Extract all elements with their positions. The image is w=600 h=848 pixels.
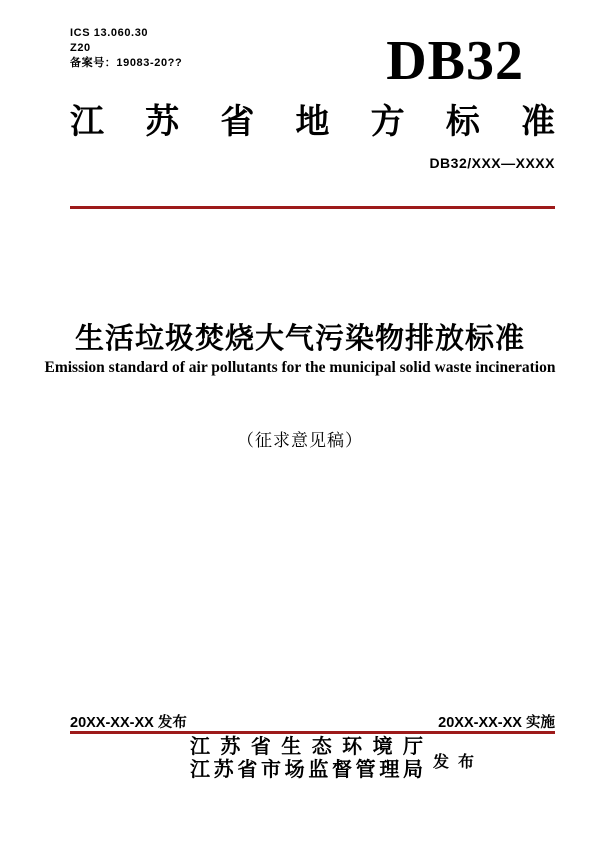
bottom-red-rule [70,731,555,734]
record-number: 备案号：19083-20?? [70,57,183,69]
page-title-english: Emission standard of air pollutants for the municipal solid waste incineration [44,359,556,376]
publisher-names [190,736,423,782]
issue-date: 20XX-XX-XX 发布 [70,715,187,731]
class-code: Z20 [70,42,91,54]
document-number: DB32/XXX—XXXX [429,155,555,171]
publisher-block [190,736,483,782]
implement-date: 20XX-XX-XX 实施 [438,715,555,731]
standard-name: 江苏省地方标准 [70,103,555,141]
page-title: 生活垃圾焚烧大气污染物排放标准 [74,323,525,355]
publisher-line-2: 江苏省市场监督管理局 [190,759,423,781]
top-red-rule [70,206,555,209]
draft-note: （征求意见稿） [237,431,363,450]
db32-logo: DB32 [386,30,524,92]
publisher-line-1: 江苏省生态环境厅 [190,736,423,758]
ics-code: ICS 13.060.30 [70,27,149,39]
issue-label: 发布 [433,753,484,771]
ics-classification-block [70,26,182,71]
dates-row [70,711,555,732]
